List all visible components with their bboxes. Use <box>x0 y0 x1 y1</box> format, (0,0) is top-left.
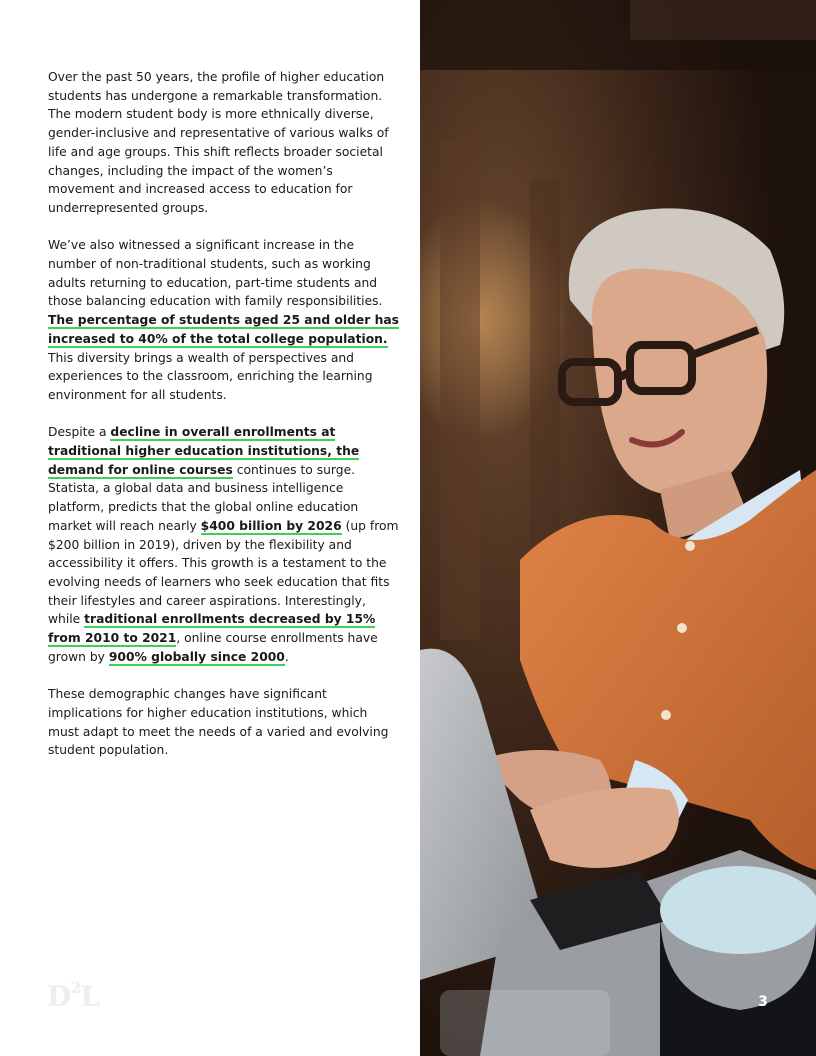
paragraph-2-text-a: We’ve also witnessed a significant increase in the number of non-traditional students, such as working adults returning to education, part-time students and those balancing education with family responsibilities. <box>48 238 383 309</box>
paragraph-3 <box>48 423 400 666</box>
paragraph-4-text: These demographic changes have significant implications for higher education institutions, which must adapt to meet the needs of a varied and evolving student population. <box>48 687 389 758</box>
d2l-logo <box>47 980 99 1013</box>
logo-d: D <box>47 980 71 1013</box>
logo-2: 2 <box>70 978 81 997</box>
page-number: 3 <box>758 994 768 1010</box>
logo-l: L <box>80 980 100 1013</box>
highlight-traditional-decrease: traditional enrollments decreased by 15% from 2010 to 2021 <box>48 612 376 646</box>
paragraph-2-text-b: This diversity brings a wealth of perspectives and experiences to the classroom, enriching the learning environment for all students. <box>48 350 373 402</box>
paragraph-3-text-c: (up from $200 billion in 2019), driven by the flexibility and accessibility it offers. This growth is a testament to the evolving needs of learners who seek education that fits their lifestyles and career aspirations. Interestingly, while <box>48 518 399 627</box>
paragraph-1 <box>48 68 400 218</box>
paragraph-3-text-d: , online course enrollments have grown by <box>48 631 378 664</box>
body-text <box>48 68 400 779</box>
paragraph-3-text-b: continues to surge. Statista, a global data and business intelligence platform, predicts that the global online education market will reach nearly <box>48 462 359 533</box>
highlight-400-billion: $400 billion by 2026 <box>200 518 342 533</box>
paragraph-1-text: Over the past 50 years, the profile of higher education students has undergone a remarkable transformation. The modern student body is more ethnically diverse, gender-inclusive and representative of various walks of life and age groups. This shift reflects broader societal changes, including the impact of the women’s movement and increased access to education for underrepresented groups. <box>48 70 389 215</box>
photo-woman-laptop <box>420 0 816 1056</box>
coffee-cup <box>660 866 816 954</box>
paragraph-2 <box>48 236 400 404</box>
paragraph-4 <box>48 685 400 760</box>
highlight-students-25-plus: The percentage of students aged 25 and older has increased to 40% of the total college population. <box>48 313 399 346</box>
highlight-enrollment-decline: decline in overall enrollments at traditional higher education institutions, the demand for online courses <box>48 425 360 477</box>
paragraph-3-text-a: Despite a <box>48 425 111 440</box>
highlight-900-percent: 900% globally since 2000 <box>108 649 285 664</box>
paragraph-3-text-e: . <box>284 649 289 664</box>
photo-illustration <box>420 0 816 1056</box>
